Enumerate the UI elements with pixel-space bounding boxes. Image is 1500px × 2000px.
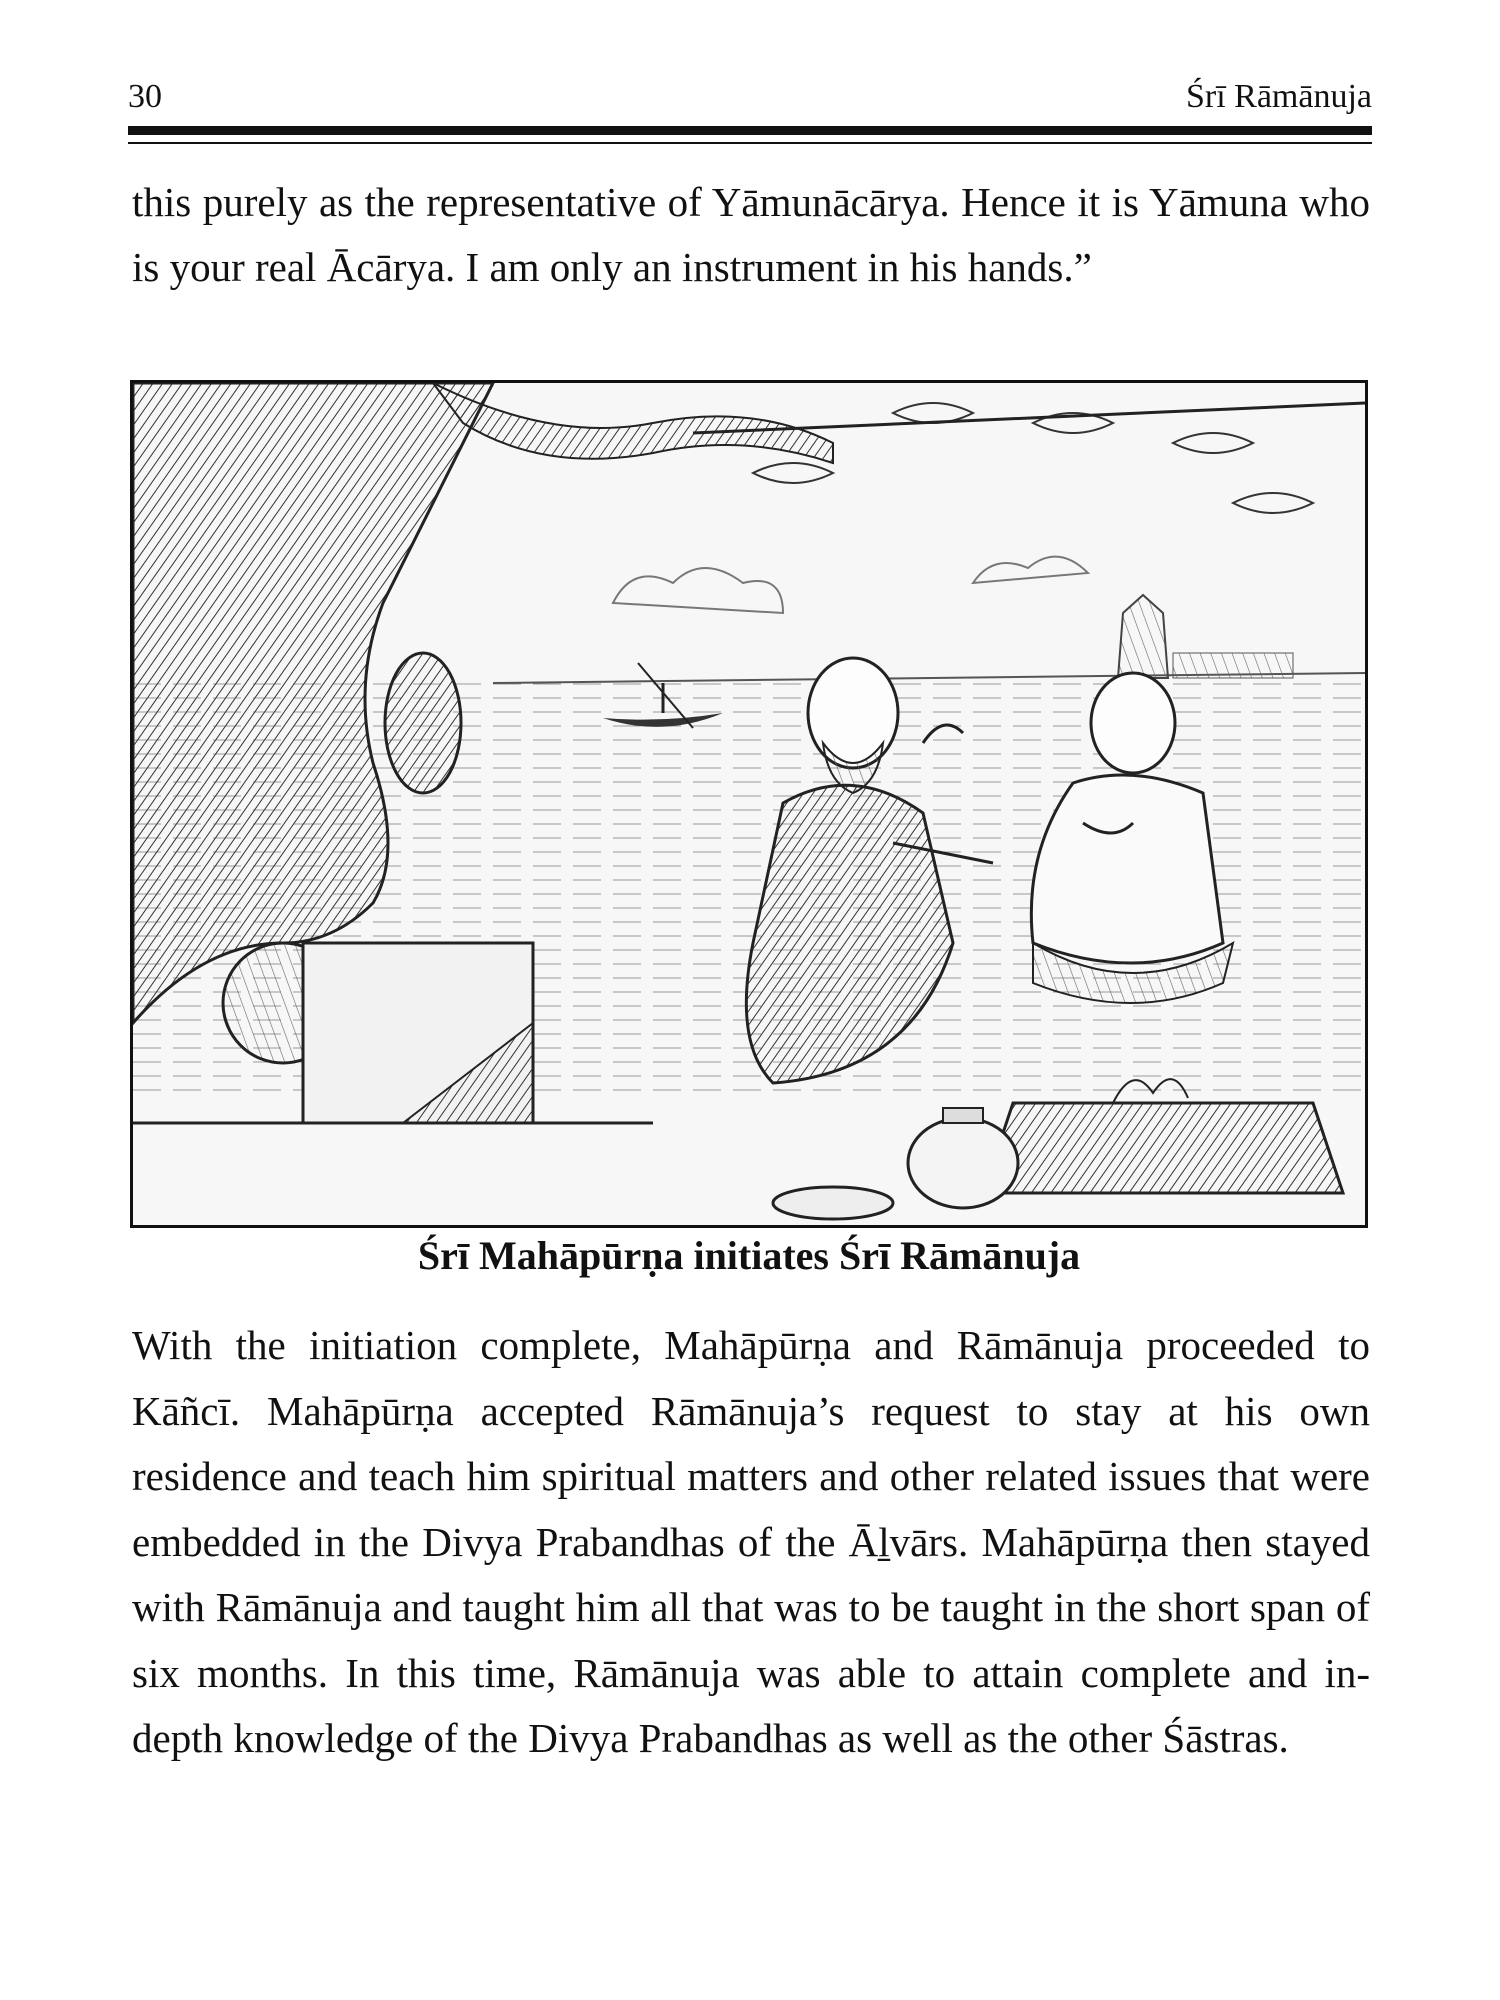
header-rule-thick: [128, 126, 1372, 135]
body-paragraph-1: this purely as the representative of Yāmunācārya. Hence it is Yāmuna who is your real Ācārya. I am only an instrument in his hands.”: [132, 179, 1370, 290]
running-head: Śrī Rāmānuja: [1185, 78, 1372, 115]
page-number: 30: [128, 78, 162, 115]
header-rule-thin: [128, 142, 1372, 144]
body-paragraph-2: With the initiation complete, Mahāpūrṇa and Rāmānuja proceeded to Kāñcī. Mahāpūrṇa accepted Rāmānuja’s request to stay at his own residence and teach him spiritual matters and other related issues that were embedded in the Divya Prabandhas of the Āḻvārs. Mahāpūrṇa then stayed with Rāmānuja and taught him all that was to be taught in the short span of six months. In this time, Rāmānuja was able to attain complete and in-depth knowledge of the Divya Prabandhas as well as the other Śāstras.: [132, 1322, 1370, 1761]
figure-caption: Śrī Mahāpūrṇa initiates Śrī Rāmānuja: [417, 1233, 1081, 1278]
offering-plate: [773, 1187, 893, 1219]
illustration-frame: [130, 380, 1368, 1228]
initiation-illustration: [133, 383, 1365, 1225]
